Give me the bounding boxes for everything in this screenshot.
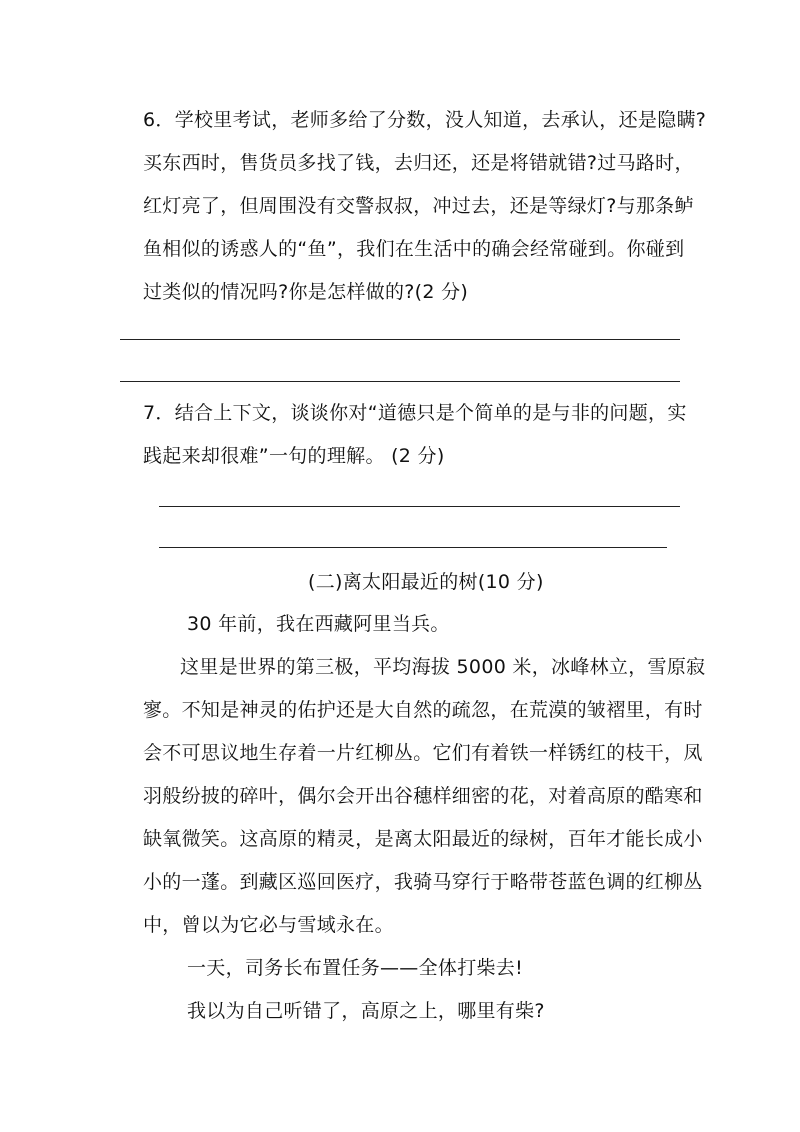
q6-line-1: 6．学校里考试，老师多给了分数，没人知道，去承认，还是隐瞒? [143,109,707,131]
passage-line-1: 30 年前，我在西藏阿里当兵。 [187,613,450,635]
passage-line-6: 缺氧微笑。这高原的精灵，是离太阳最近的绿树，百年才能长成小 [143,828,703,850]
passage-line-8: 中，曾以为它必与雪域永在。 [143,914,394,936]
q6-line-5: 过类似的情况吗?你是怎样做的?(2 分) [143,281,469,303]
q6-line-2: 买东西时，售货员多找了钱，去归还，还是将错就错?过马路时， [143,152,694,174]
passage-line-3: 寥。不知是神灵的佑护还是大自然的疏忽，在荒漠的皱褶里，有时 [143,699,703,721]
passage-line-10: 我以为自己听错了，高原之上，哪里有柴? [187,1000,545,1022]
q6-line-4: 鱼相似的诱惑人的“鱼”，我们在生活中的确会经常碰到。你碰到 [143,238,685,260]
q7-answer-line-1[interactable] [159,506,680,507]
passage-line-2: 这里是世界的第三极，平均海拔 5000 米，冰峰林立，雪原寂 [180,656,706,678]
passage-line-4: 会不可思议地生存着一片红柳丛。它们有着铁一样锈红的枝干，凤 [143,742,703,764]
passage-line-7: 小的一蓬。到藏区巡回医疗，我骑马穿行于略带苍蓝色调的红柳丛 [143,871,703,893]
q6-line-3: 红灯亮了，但周围没有交警叔叔，冲过去，还是等绿灯?与那条鲈 [143,195,694,217]
q6-answer-line-1[interactable] [120,339,680,340]
passage-line-5: 羽般纷披的碎叶，偶尔会开出谷穗样细密的花，对着高原的酷寒和 [143,785,703,807]
section-title: (二)离太阳最近的树(10 分) [308,571,544,593]
q7-answer-line-2[interactable] [159,547,667,548]
q6-answer-line-2[interactable] [120,381,680,382]
q7-line-1: 7．结合上下文，谈谈你对“道德只是个简单的是与非的问题，实 [143,402,687,424]
passage-line-9: 一天，司务长布置任务——全体打柴去! [187,957,524,979]
q7-line-2: 践起来却很难”一句的理解。 (2 分) [143,445,445,467]
